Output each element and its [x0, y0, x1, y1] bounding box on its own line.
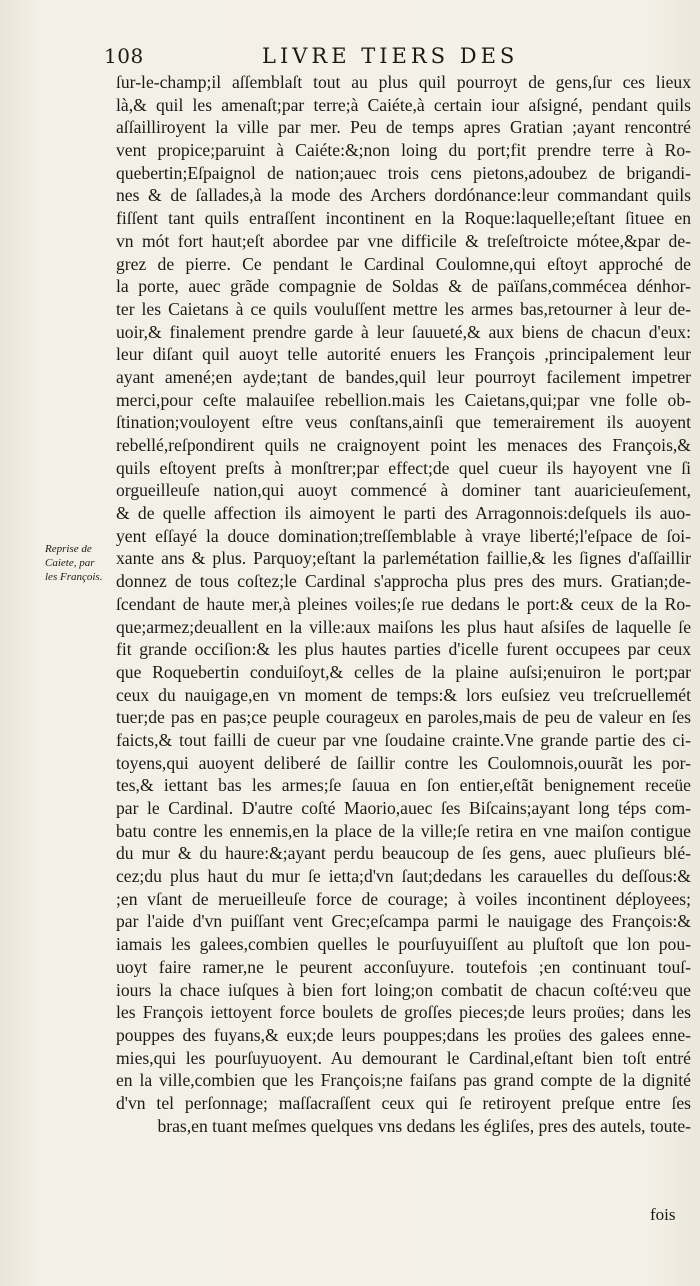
text-line: les François iettoyent force boulets de groſſes pieces;de leurs proües; dans les — [116, 1002, 691, 1023]
text-line: en la ville,combien que les François;ne faiſans pas grand compte de la dignité — [116, 1070, 691, 1091]
text-line: ter les Caietans à ce quils vouluſſent mettre les armes bas,retourner à leur de- — [116, 298, 691, 319]
text-line: xante ans & plus. Parquoy;eſtant la parlemétation faillie,& les ſignes d'aſſaillir — [116, 548, 691, 569]
text-line: cez;du plus haut du mur ſe ietta;d'vn ſaut;dedans les carauelles du deſſous:& — [116, 866, 691, 887]
text-line: leur diſant quil auoyt telle autorité enuers les François ,principalement leur — [116, 344, 691, 365]
catchword: fois — [650, 1205, 676, 1224]
text-line: pouppes des fuyans,& eux;de leurs pouppes;dans les proües des galees enne- — [116, 1024, 691, 1045]
text-line: donnez de tous coſtez;le Cardinal s'approcha plus pres des murs. Gratian;de- — [116, 571, 691, 592]
text-line: vn mót fort haut;eſt abordee par vne difficile & treſeſtroicte mótee,&par de- — [116, 230, 691, 251]
text-line: tuer;de pas en pas;ce peuple courageux en paroles,mais de peu de valeur en ſes — [116, 707, 691, 728]
text-line: ;en vſant de merueilleuſe force de courage; à voiles incontinent déployees; — [116, 888, 691, 909]
text-line: mies,qui les pourſuyuoyent. Au demourant le Cardinal,eſtant bien toſt entré — [116, 1047, 691, 1068]
text-line: vent propice;paruint à Caiéte:&;non loing du port;fit prendre terre à Ro- — [116, 140, 691, 161]
text-line: du mur & du haure:&;ayant perdu beaucoup de ſes gens, auec pluſieurs blé- — [116, 843, 691, 864]
text-line: uoir,& finalement prendre garde à leur ſauueté,& aux biens de chacun d'eux: — [116, 321, 691, 342]
text-line: bras,en tuant meſmes quelques vns dedans les égliſes, pres des autels, toute- — [157, 1115, 691, 1136]
margin-note-line: Caiete, par — [45, 557, 95, 569]
text-line: tes,& iettant bas les armes;ſe ſauua en ſon entier,eſtãt benignement receüe — [116, 775, 691, 796]
margin-note-line: les François. — [45, 571, 103, 583]
text-line: que;armez;deuallent en la ville:aux maiſons les plus haut aſsiſes de laquelle ſe — [116, 616, 691, 637]
text-line: orgueilleuſe nation,qui auoyt commencé à dominer tant auaricieuſement, — [116, 480, 691, 501]
text-line: ſur-le-champ;il aſſemblaſt tout au plus quil pourroyt de gens,ſur ces lieux — [116, 72, 691, 92]
text-line: ſcendant de haute mer,à pleines voiles;ſe rue dedans le port:& ceux de la Ro- — [116, 593, 691, 614]
text-line: toyens,qui auoyent deliberé de ſaillir contre les Coulomnois,ouurãt les por- — [116, 752, 691, 773]
text-line: quebertin;Eſpaignol de nation;auec trois cens pietons,adoubez de brigandi- — [116, 162, 691, 183]
text-line: ſtination;vouloyent eſtre veus conſtans,ainſi que temerairement ils auoyent — [116, 412, 691, 433]
text-line: iours la chace iuſques à bien fort loing;on combatit de chacun coſté:veu que — [116, 979, 691, 1000]
text-line: iamais les galees,combien quelles le pourſuyuiſſent au pluſtoſt que lon pou- — [116, 934, 691, 955]
text-line: fiſſent tant quils entraſſent incontinent en la Roque:laquelle;eſtant ſituee en — [116, 208, 691, 229]
text-line: ayant amené;en ayde;tant de bandes,quil leur pourroyt facilement impetrer — [116, 366, 691, 387]
text-line: batu contre les ennemis,en la place de la ville;ſe retira en vne maiſon contigue — [116, 820, 691, 841]
text-line: merci,pour ceſte malauiſee rebellion.mais les Caietans,qui;par vne folle ob- — [116, 389, 691, 410]
page-header — [104, 44, 624, 74]
text-line: quils eſtoyent preſts à monſtrer;par effect;de quel cueur ils hayoyent vne ſi — [116, 457, 691, 478]
margin-note-line: Reprise de — [45, 543, 92, 555]
text-line: là,& quil les amenaſt;par terre;à Caiéte,à certain iour aſsigné, pendant quils — [116, 94, 691, 115]
body-text — [116, 71, 691, 1137]
text-line: fit grande occiſion:& les plus hautes parties d'icelle furent occupees par ceux — [116, 639, 691, 660]
text-line: par le Cardinal. D'autre coſté Maorio,auec ſes Biſcains;ayant long téps com- — [116, 798, 691, 818]
text-line: que Roquebertin conduiſoyt,& celles de la plaine auſsi;enuiron le port;par — [116, 661, 691, 682]
text-line: & de quelle affection ils aimoyent le parti des Arragonnois:deſquels ils auo- — [116, 503, 691, 524]
text-line: aſſailliroyent la ville par mer. Peu de temps apres Gratian ;ayant rencontré — [116, 117, 691, 138]
text-line: faicts,& tout failli de cueur par vne ſoudaine crainte.Vne grande partie des ci- — [116, 729, 691, 750]
text-line: nes & de ſallades,à la mode des Archers dordónance:leur commandant quils — [116, 185, 691, 206]
page-number: 108 — [104, 44, 144, 68]
text-line: par l'aide d'vn puiſſant vent Grec;eſcampa parmi le nauigage des François:& — [116, 911, 691, 932]
text-line: rebellé,reſpondirent quils ne craignoyent point les menaces des François,& — [116, 435, 691, 455]
text-line: la porte, auec grãde compagnie de Soldas & de païſans,commécea dénhor- — [116, 276, 691, 297]
text-line: d'vn tel perſonnage; maſſacraſſent ceux qui ſe retiroyent preſque entre ſes — [116, 1092, 691, 1113]
text-line: ceux du nauigage,en vn moment de temps:& lors euſsiez veu treſcruellemét — [116, 684, 691, 705]
text-line: yent eſſayé la douce domination;treſſemblable à vraye liberté;l'eſpace de ſoi- — [116, 525, 691, 546]
text-line: grez de pierre. Ce pendant le Cardinal Coulomne,qui eſtoyt approché de — [116, 253, 691, 274]
margin-note — [45, 542, 115, 584]
running-title: LIVRE TIERS DES — [262, 44, 519, 68]
text-line: uoyt faire ramer,ne le peurent acconſuyure. toutefois ;en continuant touſ- — [116, 956, 691, 977]
